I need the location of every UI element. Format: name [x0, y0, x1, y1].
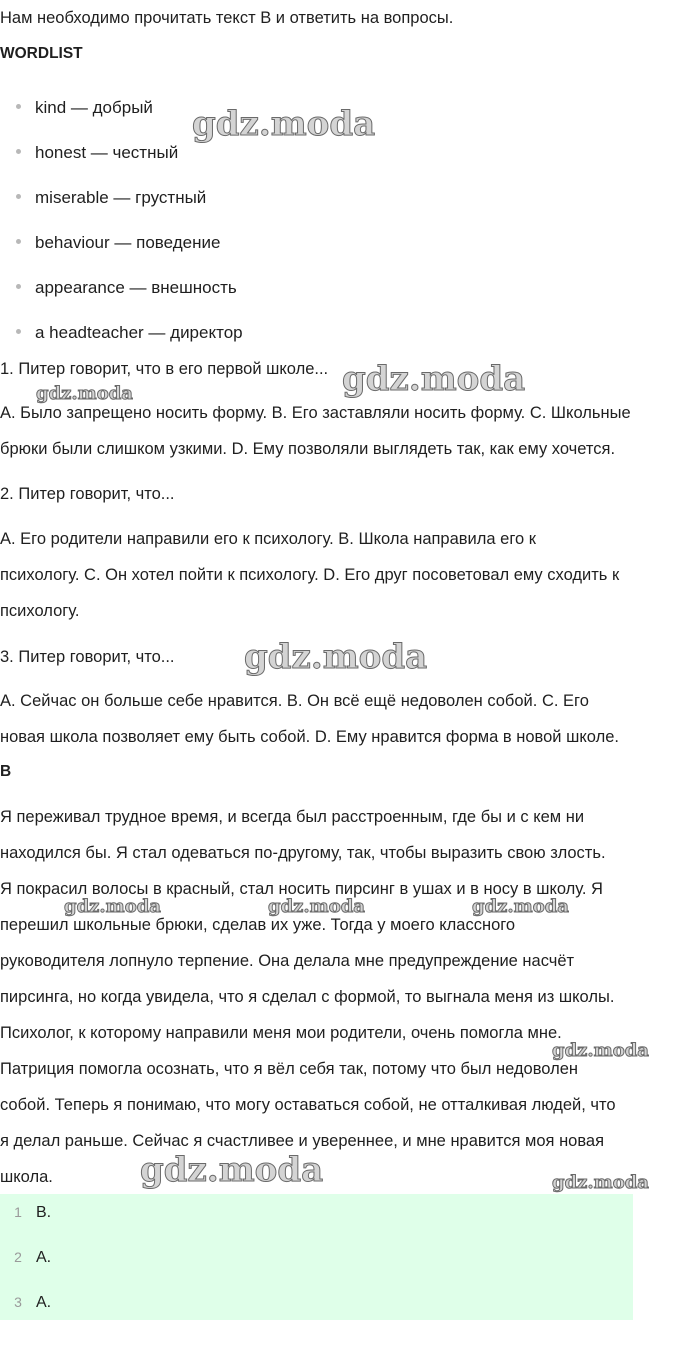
text-line: школа.	[0, 1168, 53, 1186]
text-line: пирсинга, но когда увидела, что я сделал с формой, то выгнала меня из школы.	[0, 988, 615, 1006]
question-options: А. Его родители направили его к психологу. B. Школа направила его к	[0, 530, 536, 548]
bullet-icon	[16, 239, 21, 244]
question-options: психологу.	[0, 602, 80, 620]
wordlist-title: WORDLIST	[0, 45, 83, 62]
watermark-logo: gdz.moda	[342, 359, 526, 399]
question-options: психологу. C. Он хотел пойти к психологу. D. Его друг посоветовал ему сходить к	[0, 566, 620, 584]
intro-text: Нам необходимо прочитать текст B и ответить на вопросы.	[0, 9, 454, 27]
text-line: руководителя лопнуло терпение. Она делала мне предупреждение насчёт	[0, 952, 575, 970]
watermark-logo: gdz.moda	[268, 896, 365, 917]
answers-block	[0, 1194, 633, 1320]
list-item: kind — добрый	[16, 96, 153, 120]
text-line: Психолог, к которому направили меня мои родители, очень помогла мне.	[0, 1024, 562, 1042]
bullet-icon	[16, 329, 21, 334]
answer-row: 3 A.	[14, 1294, 52, 1311]
bullet-icon	[16, 104, 21, 109]
text-label: B	[0, 763, 12, 780]
text-line: перешил школьные брюки, сделав их уже. Тогда у моего классного	[0, 916, 516, 934]
text-line: Я покрасил волосы в красный, стал носить пирсинг в ушах и в носу в школу. Я	[0, 880, 603, 898]
text-line: собой. Теперь я понимаю, что могу оставаться собой, не отталкивая людей, что	[0, 1096, 616, 1114]
text-line: Патриция помогла осознать, что я вёл себя так, потому что был недоволен	[0, 1060, 579, 1078]
answer-row: 1 B.	[14, 1204, 52, 1221]
watermark-logo: gdz.moda	[192, 104, 376, 144]
list-item: a headteacher — директор	[16, 321, 243, 345]
question-options: А. Было запрещено носить форму. B. Его заставляли носить форму. C. Школьные	[0, 404, 631, 422]
watermark-logo: gdz.moda	[244, 637, 428, 677]
bullet-icon	[16, 149, 21, 154]
question-options: А. Сейчас он больше себе нравится. B. Он всё ещё недоволен собой. C. Его	[0, 692, 589, 710]
question-text: 1. Питер говорит, что в его первой школе...	[0, 360, 329, 378]
list-item: miserable — грустный	[16, 186, 206, 210]
question-options: брюки были слишком узкими. D. Ему позволяли выглядеть так, как ему хочется.	[0, 440, 616, 458]
question-text: 3. Питер говорит, что...	[0, 648, 175, 666]
watermark-logo: gdz.moda	[552, 1040, 649, 1061]
text-line: находился бы. Я стал одеваться по-другому, так, чтобы выразить свою злость.	[0, 844, 606, 862]
list-item: honest — честный	[16, 141, 178, 165]
question-text: 2. Питер говорит, что...	[0, 485, 175, 503]
watermark-logo: gdz.moda	[64, 896, 161, 917]
question-options: новая школа позволяет ему быть собой. D. Ему нравится форма в новой школе.	[0, 728, 619, 746]
bullet-icon	[16, 194, 21, 199]
watermark-logo: gdz.moda	[472, 896, 569, 917]
list-item: appearance — внешность	[16, 276, 237, 300]
bullet-icon	[16, 284, 21, 289]
answer-row: 2 A.	[14, 1249, 52, 1266]
watermark-logo: gdz.moda	[36, 383, 133, 404]
watermark-logo: gdz.moda	[552, 1172, 649, 1193]
watermark-logo: gdz.moda	[140, 1150, 324, 1190]
text-line: Я переживал трудное время, и всегда был расстроенным, где бы и с кем ни	[0, 808, 585, 826]
text-line: я делал раньше. Сейчас я счастливее и увереннее, и мне нравится моя новая	[0, 1132, 605, 1150]
list-item: behaviour — поведение	[16, 231, 220, 255]
